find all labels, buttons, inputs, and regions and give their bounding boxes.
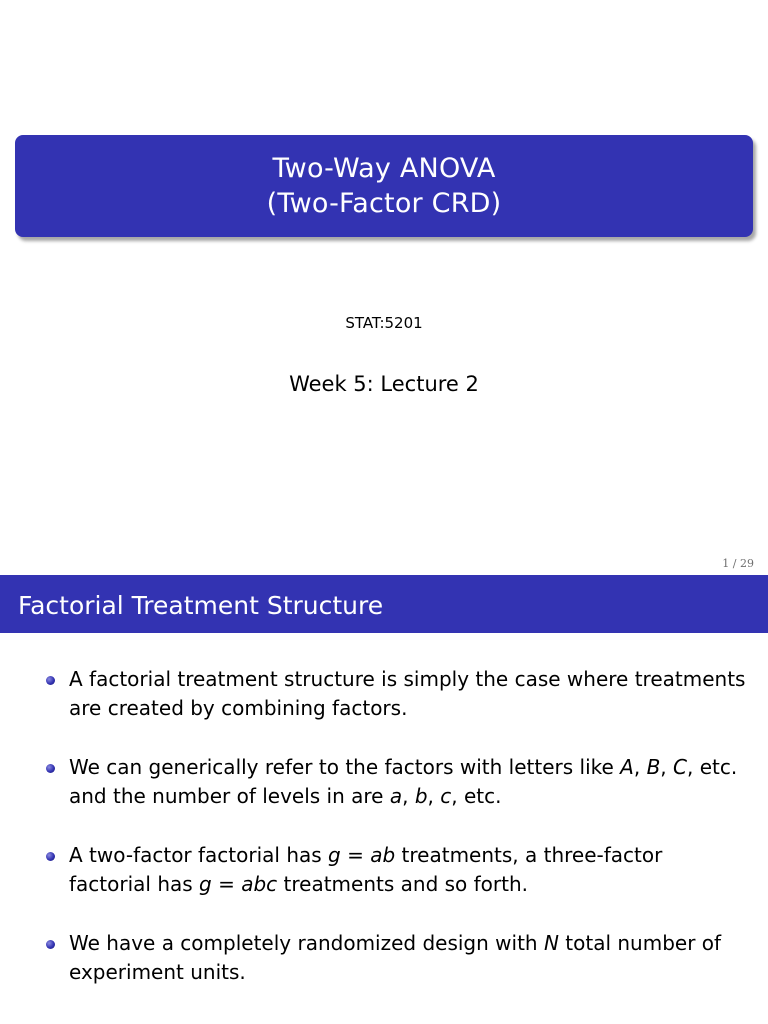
frame-title: Factorial Treatment Structure [18, 591, 384, 620]
separator: , [402, 784, 415, 808]
math-var: A [620, 755, 634, 779]
separator: , [633, 755, 647, 779]
bullet-text-start: A two-factor factorial has [69, 843, 329, 867]
bullet-text-start: We have a completely randomized design with [69, 931, 544, 955]
math-var: ab [370, 843, 396, 867]
list-item [0, 665, 768, 723]
math-operator: = [340, 843, 371, 867]
math-var: B [646, 755, 661, 779]
title-block [15, 135, 753, 237]
bullet-icon [46, 676, 55, 685]
separator: , [427, 784, 441, 808]
math-var: g [328, 843, 341, 867]
bullet-text-end: , etc. [451, 784, 502, 808]
list-item [0, 841, 768, 899]
bullet-text: A factorial treatment structure is simply the case where treatments are created by combining factors. [69, 667, 746, 720]
bullet-text-end: treatments and so forth. [277, 872, 529, 896]
math-var: N [543, 931, 559, 955]
math-var: c [440, 784, 452, 808]
list-item [0, 929, 768, 987]
presentation-title-line-1: Two-Way ANOVA [272, 153, 496, 184]
page-number: 1 / 29 [722, 557, 754, 570]
bullet-text-start: We can generically refer to the factors with letters like [69, 755, 621, 779]
math-var: abc [241, 872, 278, 896]
bullet-text-middle: , etc. and the number of levels in are [69, 755, 738, 808]
separator: , [660, 755, 674, 779]
lecture-label: Week 5: Lecture 2 [289, 372, 479, 396]
math-operator: = [211, 872, 242, 896]
bullet-icon [46, 940, 55, 949]
math-var: g [199, 872, 212, 896]
course-code: STAT:5201 [345, 314, 423, 332]
math-var: b [414, 784, 428, 808]
math-var: C [673, 755, 687, 779]
list-item [0, 753, 768, 811]
math-var: a [389, 784, 403, 808]
bullet-text-middle: treatments, a three-factor factorial has [69, 843, 663, 896]
bullet-icon [46, 764, 55, 773]
bullet-list [0, 665, 768, 1017]
bullet-icon [46, 852, 55, 861]
presentation-title-line-2: (Two-Factor CRD) [266, 188, 502, 219]
bullet-text-end: total number of experiment units. [69, 931, 722, 984]
